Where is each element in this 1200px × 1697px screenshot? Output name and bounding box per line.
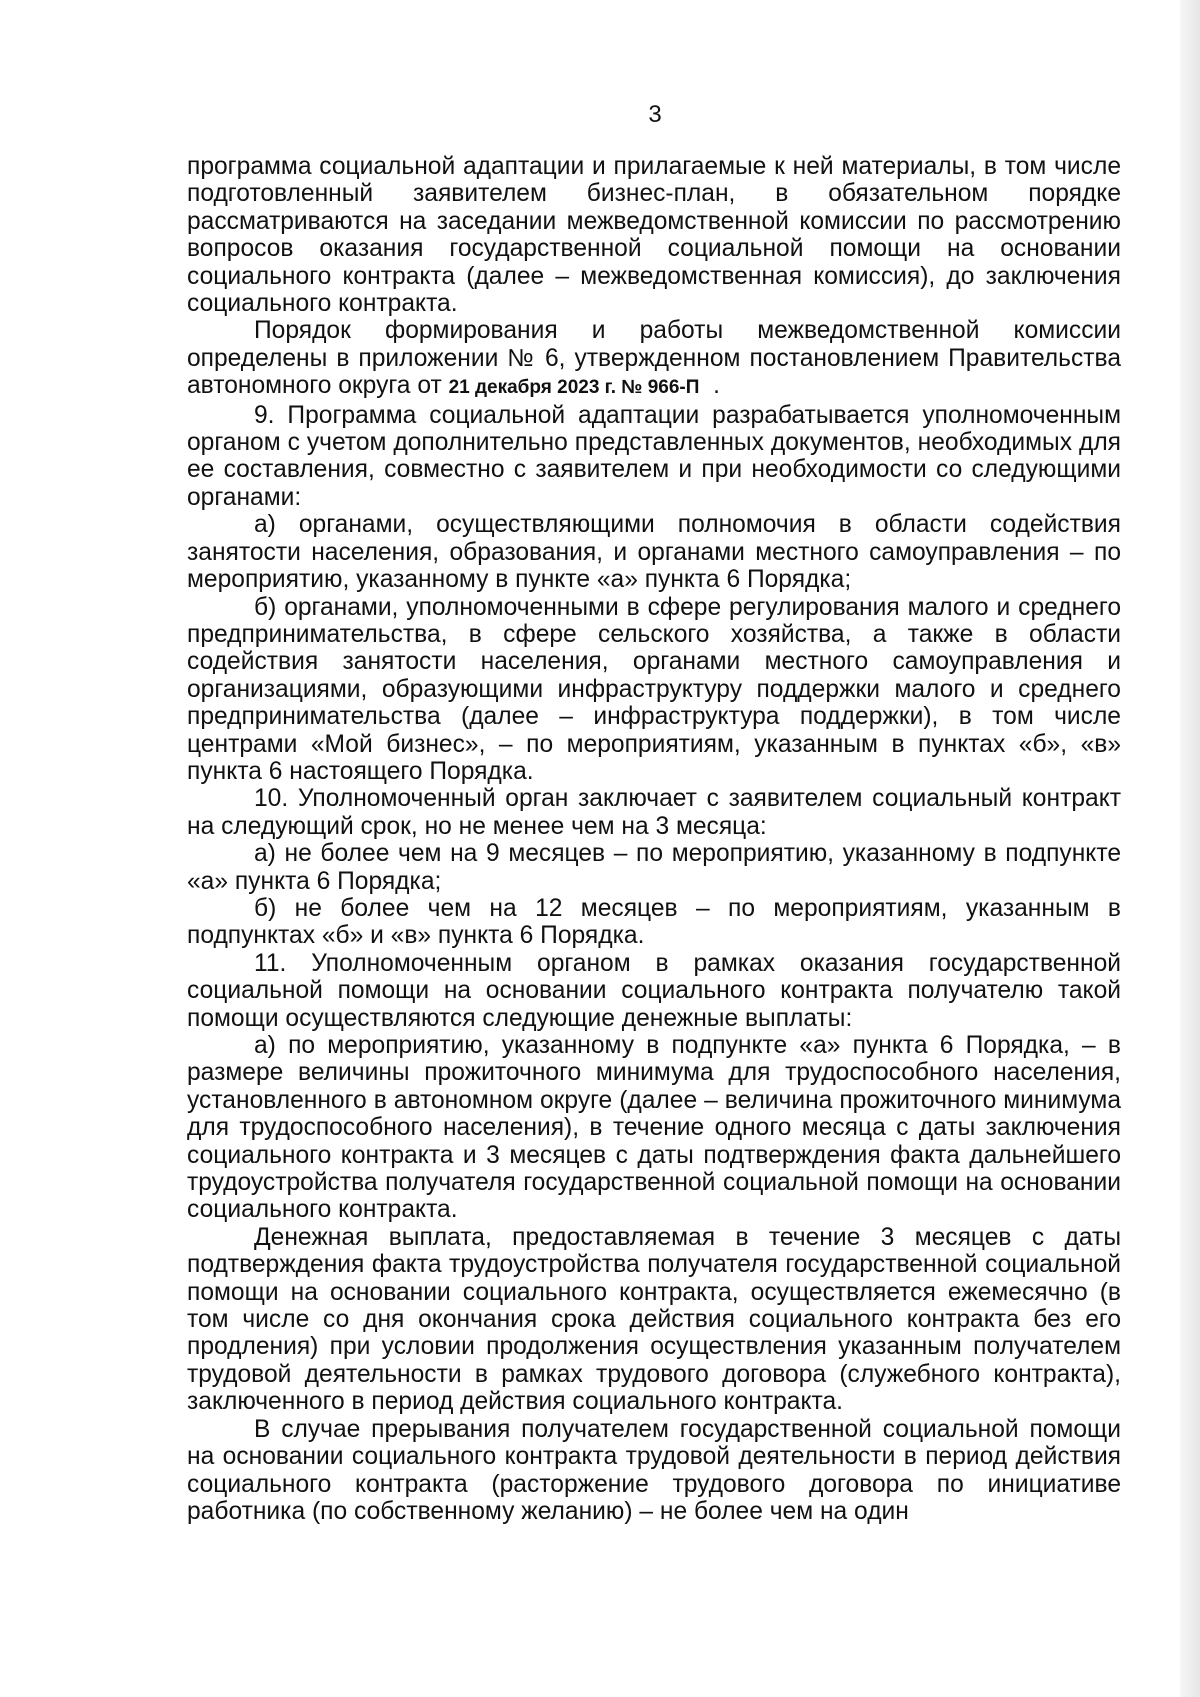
paragraph-payment: Денежная выплата, предоставляемая в течение 3 месяцев с даты подтверждения факта трудоустройства получателя государственной социальной помощи на основании социального контракта, осуществляется ежемесячно (в том числе со дня окончания срока действия социального контракта без его продления) при условии продолжения осуществления указанным получателем трудовой деятельности в рамках трудового договора (служебного контракта), заключенного в период действия социального контракта. [187,1223,1121,1416]
paragraph-11: 11. Уполномоченным органом в рамках оказания государственной социальной помощи на основании социального контракта получателю такой помощи осуществляются следующие денежные выплаты: [187,949,1121,1032]
paragraph-9a: а) органами, осуществляющими полномочия в области содействия занятости населения, образования, и органами местного самоуправления – по мероприятию, указанному в пункте «а» пункта 6 Порядка; [187,511,1121,594]
page-edge-shadow [1180,0,1200,1697]
paragraph-commission-order [187,317,1121,401]
paragraph-9: 9. Программа социальной адаптации разрабатывается уполномоченным органом с учетом дополнительно представленных документов, необходимых для ее составления, совместно с заявителем и при необходимости со следующими органами: [187,401,1121,511]
paragraph-11a: а) по мероприятию, указанному в подпункте «а» пункта 6 Порядка, – в размере величины прожиточного минимума для трудоспособного населения, установленного в автономном округе (далее – величина прожиточного минимума для трудоспособного населения), в течение одного месяца с даты заключения социального контракта и 3 месяцев с даты подтверждения факта дальнейшего трудоустройства получателя государственной социальной помощи на основании социального контракта. [187,1032,1121,1224]
paragraph-10: 10. Уполномоченный орган заключает с заявителем социальный контракт на следующий срок, но не менее чем на 3 месяца: [187,785,1121,840]
resolution-stamp: 21 декабря 2023 г. № 966-П [448,377,700,399]
paragraph-commission-order-text: Порядок формирования и работы межведомственной комиссии определены в приложении № 6, утвержденном постановлением Правительства автономного округа от [187,317,1121,400]
paragraph-interruption: В случае прерывания получателем государственной социальной помощи на основании социального контракта трудовой деятельности в период действия социального контракта (расторжение трудового договора по инициативе работника (по собственному желанию) – не более чем на один [187,1415,1121,1525]
paragraph-10b: б) не более чем на 12 месяцев – по мероприятиям, указанным в подпунктах «б» и «в» пункта 6 Порядка. [187,894,1121,950]
paragraph-continuation: программа социальной адаптации и прилагаемые к ней материалы, в том числе подготовленный заявителем бизнес-план, в обязательном порядке рассматриваются на заседании межведомственной комиссии по рассмотрению вопросов оказания государственной социальной помощи на основании социального контракта (далее – межведомственная комиссия), до заключения социального контракта. [187,153,1121,318]
stamp-dot: . [713,372,720,400]
page-number: 3 [648,101,662,128]
document-body [187,153,1121,1525]
paragraph-10a: а) не более чем на 9 месяцев – по мероприятию, указанному в подпункте «а» пункта 6 Порядка; [187,840,1121,895]
paragraph-9b: б) органами, уполномоченными в сфере регулирования малого и среднего предпринимательства, в сфере сельского хозяйства, а также в области содействия занятости населения, органами местного самоуправления и организациями, образующими инфраструктуру поддержки малого и среднего предпринимательства (далее – инфраструктура поддержки), в том числе центрами «Мой бизнес», – по мероприятиям, указанным в пунктах «б», «в» пункта 6 настоящего Порядка. [187,593,1121,785]
